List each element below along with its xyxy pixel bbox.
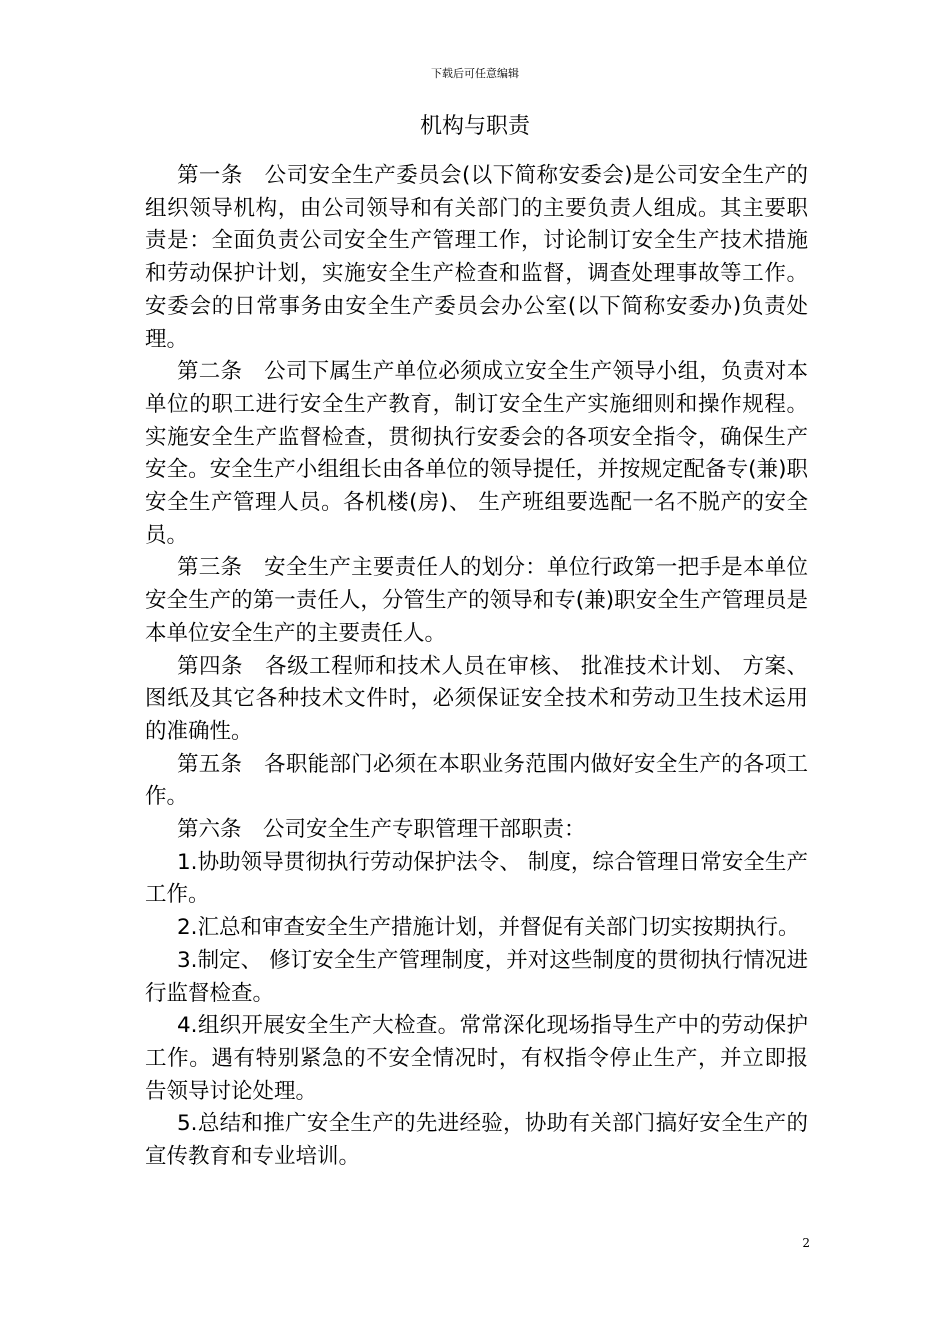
- document-title: 机构与职责: [419, 114, 530, 139]
- paragraph-article-6: 第六条 公司安全生产专职管理干部职责：: [177, 817, 586, 843]
- list-item-duty-2: 2.汇总和审查安全生产措施计划，并督促有关部门切实按期执行。: [177, 915, 800, 941]
- page-number: 2: [802, 1236, 810, 1250]
- page-header-note: 下载后可任意编辑: [431, 67, 519, 80]
- list-item-duty-1: 1.协助领导贯彻执行劳动保护法令、 制度，综合管理日常安全生产工作。: [145, 849, 808, 908]
- list-item-duty-3: 3.制定、 修订安全生产管理制度，并对这些制度的贯彻执行情况进行监督检查。: [145, 947, 808, 1006]
- paragraph-article-4: 第四条 各级工程师和技术人员在审核、 批准技术计划、 方案、 图纸及其它各种技术文件时，必须保证安全技术和劳动卫生技术运用的准确性。: [145, 653, 808, 744]
- list-item-duty-5: 5.总结和推广安全生产的先进经验，协助有关部门搞好安全生产的宣传教育和专业培训。: [145, 1111, 808, 1170]
- paragraph-article-5: 第五条 各职能部门必须在本职业务范围内做好安全生产的各项工作。: [145, 751, 808, 810]
- paragraph-article-2: 第二条 公司下属生产单位必须成立安全生产领导小组，负责对本单位的职工进行安全生产教育，制订安全生产实施细则和操作规程。实施安全生产监督检查，贯彻执行安委会的各项安全指令，确保生产安全。安全生产小组组长由各单位的领导提任，并按规定配备专(兼)职安全生产管理人员。各机楼(房)、 生产班组要选配一名不脱产的安全员。: [145, 359, 808, 548]
- list-item-duty-4: 4.组织开展安全生产大检查。常常深化现场指导生产中的劳动保护工作。遇有特别紧急的不安全情况时，有权指令停止生产，并立即报告领导讨论处理。: [145, 1013, 808, 1104]
- paragraph-article-3: 第三条 安全生产主要责任人的划分：单位行政第一把手是本单位安全生产的第一责任人，分管生产的领导和专(兼)职安全生产管理员是本单位安全生产的主要责任人。: [145, 555, 808, 646]
- paragraph-article-1: 第一条 公司安全生产委员会(以下简称安委会)是公司安全生产的组织领导机构，由公司领导和有关部门的主要负责人组成。其主要职责是：全面负责公司安全生产管理工作，讨论制订安全生产技术措施和劳动保护计划，实施安全生产检查和监督，调查处理事故等工作。安委会的日常事务由安全生产委员会办公室(以下简称安委办)负责处理。: [145, 163, 808, 352]
- document-body: [145, 160, 808, 1174]
